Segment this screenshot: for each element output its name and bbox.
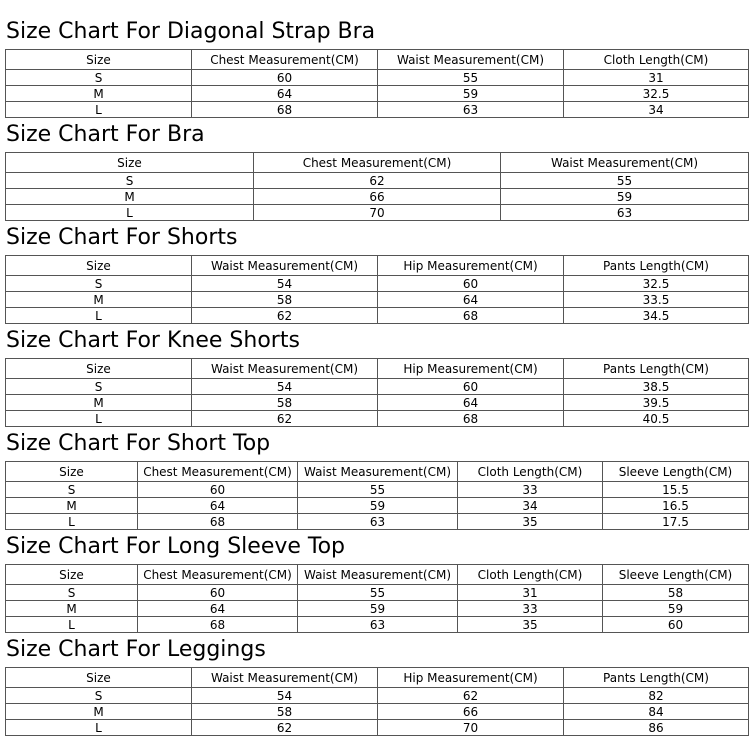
section-title: Size Chart For Short Top — [6, 431, 271, 456]
header-cell: Sleeve Length(CM) — [603, 565, 749, 585]
table-row — [6, 498, 749, 514]
header-cell: Size — [6, 50, 192, 70]
table-header-row — [6, 50, 749, 70]
table-row — [6, 411, 749, 427]
table-cell: 68 — [138, 617, 298, 633]
table-cell: 84 — [564, 704, 749, 720]
section-title: Size Chart For Long Sleeve Top — [6, 534, 346, 559]
table-cell: 35 — [458, 617, 603, 633]
table-cell: 70 — [378, 720, 564, 736]
header-cell: Cloth Length(CM) — [564, 50, 749, 70]
table-cell: 64 — [138, 498, 298, 514]
table-cell: 64 — [378, 395, 564, 411]
table-cell: M — [6, 395, 192, 411]
table-cell: 86 — [564, 720, 749, 736]
table-cell: 34 — [564, 102, 749, 118]
table-cell: 64 — [378, 292, 564, 308]
table-row — [6, 102, 749, 118]
table-cell: 58 — [192, 704, 378, 720]
table-header-row — [6, 462, 749, 482]
table-cell: 63 — [501, 205, 749, 221]
table-row — [6, 688, 749, 704]
table-row — [6, 482, 749, 498]
table-cell: 68 — [378, 308, 564, 324]
table-cell: 58 — [603, 585, 749, 601]
table-row — [6, 70, 749, 86]
table-cell: 40.5 — [564, 411, 749, 427]
table-cell: 60 — [378, 379, 564, 395]
table-cell: 16.5 — [603, 498, 749, 514]
table-cell: 31 — [564, 70, 749, 86]
table-cell: 68 — [378, 411, 564, 427]
table-cell: 55 — [298, 482, 458, 498]
size-table — [5, 255, 749, 324]
table-cell: 33.5 — [564, 292, 749, 308]
table-cell: 60 — [138, 482, 298, 498]
table-cell: L — [6, 102, 192, 118]
table-cell: S — [6, 379, 192, 395]
section-title: Size Chart For Bra — [6, 122, 205, 147]
table-cell: 58 — [192, 395, 378, 411]
table-cell: L — [6, 514, 138, 530]
table-cell: 54 — [192, 276, 378, 292]
table-cell: S — [6, 482, 138, 498]
table-cell: 55 — [298, 585, 458, 601]
table-cell: 32.5 — [564, 276, 749, 292]
table-cell: 63 — [378, 102, 564, 118]
header-cell: Size — [6, 153, 254, 173]
table-cell: M — [6, 189, 254, 205]
table-cell: 33 — [458, 482, 603, 498]
header-cell: Hip Measurement(CM) — [378, 256, 564, 276]
header-cell: Waist Measurement(CM) — [298, 462, 458, 482]
table-cell: 82 — [564, 688, 749, 704]
table-cell: L — [6, 617, 138, 633]
table-cell: 70 — [254, 205, 501, 221]
table-cell: S — [6, 276, 192, 292]
table-row — [6, 395, 749, 411]
table-cell: M — [6, 498, 138, 514]
table-row — [6, 379, 749, 395]
header-cell: Sleeve Length(CM) — [603, 462, 749, 482]
table-row — [6, 276, 749, 292]
table-cell: 38.5 — [564, 379, 749, 395]
header-cell: Chest Measurement(CM) — [138, 462, 298, 482]
header-cell: Chest Measurement(CM) — [192, 50, 378, 70]
size-table — [5, 667, 749, 736]
table-row — [6, 720, 749, 736]
header-cell: Waist Measurement(CM) — [192, 256, 378, 276]
table-header-row — [6, 153, 749, 173]
table-cell: 60 — [138, 585, 298, 601]
size-table — [5, 49, 749, 118]
table-cell: 59 — [501, 189, 749, 205]
section-title: Size Chart For Leggings — [6, 637, 266, 662]
header-cell: Size — [6, 256, 192, 276]
table-cell: 33 — [458, 601, 603, 617]
header-cell: Size — [6, 462, 138, 482]
size-chart-leggings — [5, 633, 748, 736]
table-cell: 62 — [378, 688, 564, 704]
table-cell: 59 — [298, 498, 458, 514]
table-cell: 55 — [501, 173, 749, 189]
table-cell: 55 — [378, 70, 564, 86]
table-row — [6, 704, 749, 720]
table-cell: L — [6, 308, 192, 324]
header-cell: Cloth Length(CM) — [458, 462, 603, 482]
header-cell: Hip Measurement(CM) — [378, 359, 564, 379]
table-cell: M — [6, 601, 138, 617]
header-cell: Size — [6, 359, 192, 379]
table-cell: 59 — [603, 601, 749, 617]
size-table — [5, 461, 749, 530]
table-cell: 34.5 — [564, 308, 749, 324]
size-table — [5, 358, 749, 427]
table-cell: M — [6, 86, 192, 102]
size-table — [5, 564, 749, 633]
table-cell: 68 — [138, 514, 298, 530]
table-row — [6, 601, 749, 617]
table-cell: M — [6, 704, 192, 720]
header-cell: Waist Measurement(CM) — [298, 565, 458, 585]
table-cell: 62 — [192, 308, 378, 324]
table-row — [6, 86, 749, 102]
table-cell: 32.5 — [564, 86, 749, 102]
size-chart-short-top — [5, 427, 748, 530]
table-row — [6, 308, 749, 324]
header-cell: Waist Measurement(CM) — [501, 153, 749, 173]
table-cell: 62 — [192, 411, 378, 427]
size-chart-shorts — [5, 221, 748, 324]
table-cell: L — [6, 205, 254, 221]
table-cell: 62 — [192, 720, 378, 736]
table-cell: 54 — [192, 688, 378, 704]
table-cell: 63 — [298, 514, 458, 530]
table-cell: L — [6, 720, 192, 736]
table-cell: M — [6, 292, 192, 308]
table-header-row — [6, 668, 749, 688]
table-header-row — [6, 359, 749, 379]
header-cell: Pants Length(CM) — [564, 256, 749, 276]
table-cell: 64 — [138, 601, 298, 617]
header-cell: Hip Measurement(CM) — [378, 668, 564, 688]
size-chart-knee-shorts — [5, 324, 748, 427]
size-chart-long-sleeve-top — [5, 530, 748, 633]
table-row — [6, 585, 749, 601]
table-cell: 60 — [378, 276, 564, 292]
table-cell: 54 — [192, 379, 378, 395]
header-cell: Size — [6, 565, 138, 585]
table-row — [6, 617, 749, 633]
table-cell: S — [6, 173, 254, 189]
header-cell: Size — [6, 668, 192, 688]
table-cell: 60 — [603, 617, 749, 633]
header-cell: Pants Length(CM) — [564, 668, 749, 688]
table-cell: 64 — [192, 86, 378, 102]
table-cell: 58 — [192, 292, 378, 308]
table-cell: S — [6, 688, 192, 704]
size-chart-diagonal-strap-bra — [5, 15, 748, 118]
table-cell: 39.5 — [564, 395, 749, 411]
size-chart-bra — [5, 118, 748, 221]
table-cell: 68 — [192, 102, 378, 118]
header-cell: Waist Measurement(CM) — [378, 50, 564, 70]
table-cell: 59 — [378, 86, 564, 102]
table-row — [6, 173, 749, 189]
table-cell: S — [6, 585, 138, 601]
table-cell: 34 — [458, 498, 603, 514]
header-cell: Chest Measurement(CM) — [254, 153, 501, 173]
table-cell: 66 — [378, 704, 564, 720]
section-title: Size Chart For Shorts — [6, 225, 238, 250]
table-header-row — [6, 565, 749, 585]
table-row — [6, 205, 749, 221]
header-cell: Cloth Length(CM) — [458, 565, 603, 585]
table-cell: 66 — [254, 189, 501, 205]
section-title: Size Chart For Knee Shorts — [6, 328, 300, 353]
table-row — [6, 292, 749, 308]
table-cell: 59 — [298, 601, 458, 617]
table-cell: 15.5 — [603, 482, 749, 498]
header-cell: Pants Length(CM) — [564, 359, 749, 379]
table-cell: 31 — [458, 585, 603, 601]
table-cell: 17.5 — [603, 514, 749, 530]
table-cell: S — [6, 70, 192, 86]
table-cell: 63 — [298, 617, 458, 633]
table-cell: 60 — [192, 70, 378, 86]
table-cell: 62 — [254, 173, 501, 189]
header-cell: Waist Measurement(CM) — [192, 359, 378, 379]
section-title: Size Chart For Diagonal Strap Bra — [6, 19, 376, 44]
table-cell: 35 — [458, 514, 603, 530]
table-header-row — [6, 256, 749, 276]
header-cell: Waist Measurement(CM) — [192, 668, 378, 688]
table-cell: L — [6, 411, 192, 427]
size-table — [5, 152, 749, 221]
table-row — [6, 189, 749, 205]
table-row — [6, 514, 749, 530]
header-cell: Chest Measurement(CM) — [138, 565, 298, 585]
